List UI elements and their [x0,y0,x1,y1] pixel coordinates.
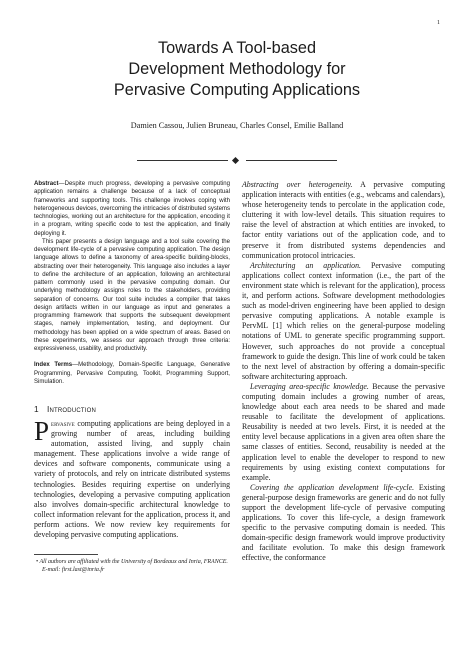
paragraph-area-knowledge-head: Leveraging area-specific knowledge. [250,381,369,391]
paragraph-life-cycle [242,483,445,564]
divider-line-left [137,160,228,161]
paragraph-heterogeneity [242,180,445,261]
paper-title [0,38,474,101]
author-list: Damien Cassou, Julien Bruneau, Charles Consel, Emilie Balland [130,121,344,130]
paragraph-area-knowledge-text: Because the pervasive computing domain includes a growing number of areas, knowledge about each area needs to be shared and made reusable to facilitate the development of applications. Reusability is needed at two levels. First, it is needed at the entity level because applications in a given area often share the same classes of entities. Second, reusability is needed at the application level to enable the developer to respond to new requirements by using existing context computations for example. [242,381,445,482]
abstract-text-1: —Despite much progress, developing a pervasive computing application remains a challenge because of a lack of conceptual frameworks and supporting tools. This challenge involves coping with heterogeneous devices, overcoming the intricacies of distributed systems technologies, working out an architecture for the application, encoding it in a program, writing specific code to test the application, and finally deploying it. [34,181,230,237]
section-heading-introduction [34,404,230,415]
title-line-1: Towards A Tool-based [157,39,317,57]
intro-lead-word: ervasive [51,419,75,428]
intro-text: computing applications are being deployed in a growing number of areas, including building automation, assisted living, and supply chain management. These applications involve a wide range of devices and software components, communicate using a variety of protocols, and rely on intricate distributed systems technologies. Besides requiring expertise on underlying technologies, developing a pervasive computing application also involves domain-specific architectural knowledge to collect information relevant for the application, process it, and perform actions. We now review key requirements for developing pervasive computing applications. [34,419,230,540]
section-title: Introduction [47,404,97,414]
paragraph-architecturing-head: Architecturing an application. [250,260,361,270]
divider-diamond-icon [232,156,239,163]
paragraph-life-cycle-text: Existing general-purpose design frameworks are generic and do not fully support the development life-cycle of pervasive computing applications. To cover this life-cycle, a design framework specific to the pervasive computing domain is needed. This domain-specific design framework would improve productivity and facilitate evolution. To make this design framework effective, the conformance [242,482,445,563]
footnote-text: All authors are affiliated with the University of Bordeaux and Inria, FRANCE. E-mail: first.last@inria.fr [39,559,228,573]
page-number: 1 [437,20,440,26]
footnote-rule [34,554,98,555]
paragraph-area-knowledge [242,382,445,483]
drop-cap: P [34,416,50,446]
divider-line-right [246,160,337,161]
paragraph-life-cycle-head: Covering the application development life-cycle. [250,482,415,492]
paragraph-heterogeneity-head: Abstracting over heterogeneity. [242,180,353,189]
abstract [34,180,230,353]
left-column [34,180,230,574]
index-terms-label: Index Terms [34,362,73,369]
title-line-3: Pervasive Computing Applications [113,81,361,99]
footnote [34,559,230,574]
paragraph-heterogeneity-text: A pervasive computing application interacts with entities (e.g., webcams and calendars), whose heterogeneity tends to percolate in the application code, cluttering it with low-level details. This situation requires to raise the level of abstraction at which entities are invoked, to factor entity variations out of the application code, and to preserve it from distributed systems dependencies and communication protocol intricacies. [242,180,445,260]
title-divider [137,156,337,166]
section-number: 1 [34,404,39,414]
footnote-bullet: • [36,559,40,566]
introduction-paragraph [34,416,230,540]
abstract-paragraph-2: This paper presents a design language and a tool suite covering the development life-cycle of a pervasive computing application. The design language allows to define a taxonomy of area-specific building-blocks, abstracting over their heterogeneity. This language also includes a layer to define the architecture of an application, following an architectural pattern commonly used in the pervasive computing domain. Our underlying methodology assigns roles to the stakeholders, providing separation of concerns. Our tool suite includes a compiler that takes design artifacts written in our language as input and generates a programming framework that supports the subsequent development stages, namely implementation, testing, and deployment. Our methodology has been applied on a wide spectrum of areas. Based on these experiments, we assess our approach through three criteria: expressiveness, usability, and productivity. [34,238,230,352]
abstract-paragraph-1 [34,180,230,238]
paragraph-architecturing-text: Pervasive computing applications collect context information (i.e., the part of the environment state which is relevant for the application), process it, and perform actions. Software development methodologies such as model-driven engineering have been applied to design pervasive computing applications. A notable example is PervML [1] which relies on the general-purpose modeling notations of UML to generate specific programming support. However, such approaches do not provide a conceptual framework to guide the design. This line of work could be taken to the next level of abstraction by offering a domain-specific software architecturing approach. [242,260,445,381]
index-terms-text: —Methodology, Domain-Specific Language, Generative Programming, Pervasive Computing, Toolkit, Programming Support, Simulation. [34,362,230,385]
right-column [242,180,445,564]
title-line-2: Development Methodology for [128,60,346,78]
abstract-label: Abstract [34,181,59,187]
paragraph-architecturing [242,261,445,382]
index-terms [34,361,230,386]
